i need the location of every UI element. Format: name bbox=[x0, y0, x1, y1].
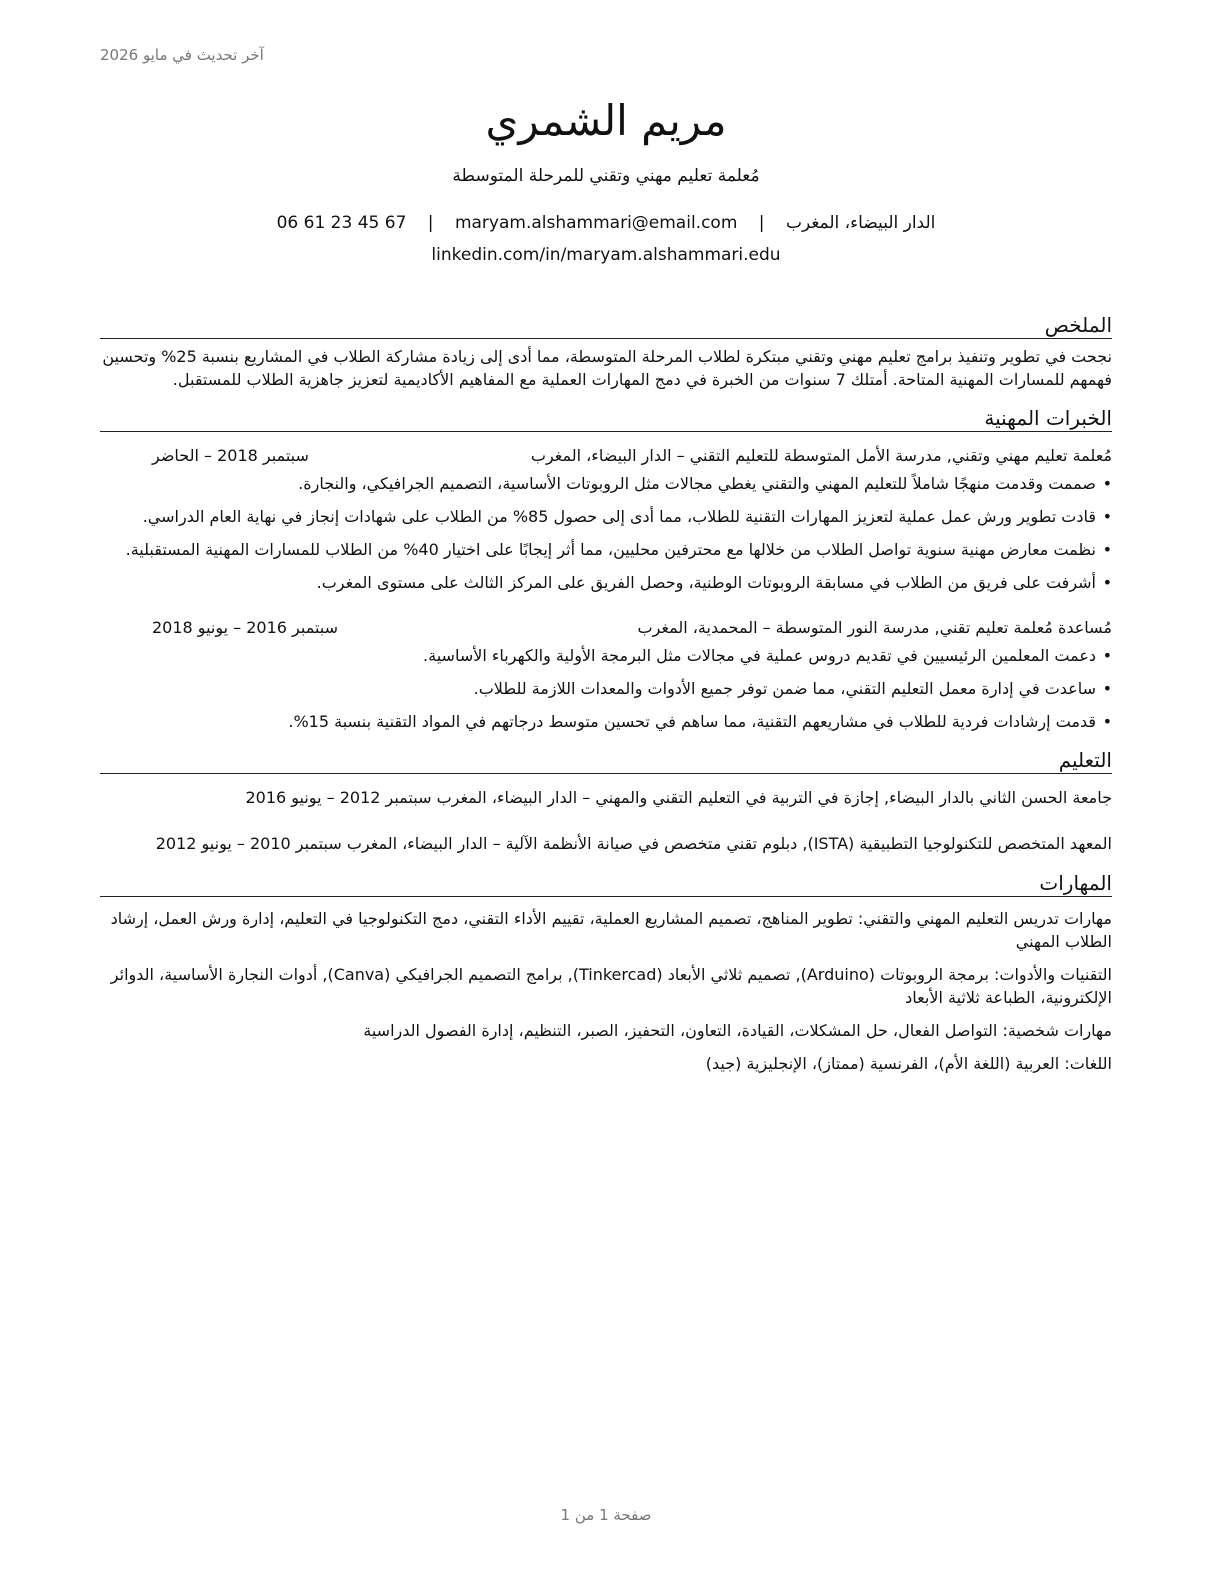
job-bullets bbox=[100, 472, 1112, 594]
job-header bbox=[100, 444, 1112, 468]
job-dates: سبتمبر 2018 – الحاضر bbox=[152, 446, 309, 465]
last-updated-note: آخر تحديث في مايو 2026 bbox=[100, 46, 264, 64]
resume-header bbox=[100, 92, 1112, 268]
education-entry: جامعة الحسن الثاني بالدار البيضاء, إجازة في التربية في التعليم التقني والمهني – الدار البيضاء، المغرب سبتمبر 2012 – يونيو 2016 bbox=[245, 788, 1112, 807]
job-bullet: • قادت تطوير ورش عمل عملية لتعزيز المهارات التقنية للطلاب، مما أدى إلى حصول 85% من الطلاب على شهادات إنجاز في نهاية العام الدراسي. bbox=[100, 505, 1112, 528]
summary-text: نجحت في تطوير وتنفيذ برامج تعليم مهني وتقني مبتكرة لطلاب المرحلة المتوسطة، مما أدى إلى زيادة مشاركة الطلاب في المشاريع بنسبة 25% وتحسين فهمهم للمسارات المهنية المتاحة. أمتلك 7 سنوات من الخبرة في دمج المهارات العملية مع المفاهيم الأكاديمية لتعزيز جاهزية الطلاب للمستقبل. bbox=[102, 347, 1112, 389]
job-bullet: • دعمت المعلمين الرئيسيين في تقديم دروس عملية في مجالات مثل البرمجة الأولية والكهرباء الأساسية. bbox=[100, 644, 1112, 667]
job-bullet: • قدمت إرشادات فردية للطلاب في مشاريعهم التقنية، مما ساهم في تحسين متوسط درجاتهم في المواد التقنية بنسبة 15%. bbox=[100, 710, 1112, 733]
job-bullet: • نظمت معارض مهنية سنوية تواصل الطلاب من خلالها مع محترفين محليين، مما أثر إيجابًا على اختيار 40% من الطلاب للمسارات المهنية المستقبلية. bbox=[100, 538, 1112, 561]
candidate-name: مريم الشمري bbox=[485, 96, 727, 145]
job-entry bbox=[100, 616, 1112, 733]
skill-line: مهارات تدريس التعليم المهني والتقني: تطوير المناهج، تصميم المشاريع العملية، تقييم الأداء التقني، دمج التكنولوجيا في التعليم، إدارة ورش العمل، إرشاد الطلاب المهني bbox=[110, 909, 1112, 951]
candidate-title: مُعلمة تعليم مهني وتقني للمرحلة المتوسطة bbox=[452, 166, 760, 186]
job-entry bbox=[100, 444, 1112, 594]
section-heading-experience: الخبرات المهنية bbox=[100, 405, 1112, 432]
contact-linkedin: linkedin.com/in/maryam.alshammari.edu bbox=[431, 245, 781, 265]
job-dates: سبتمبر 2016 – يونيو 2018 bbox=[152, 618, 339, 637]
experience-section bbox=[100, 405, 1112, 733]
skill-line: اللغات: العربية (اللغة الأم)، الفرنسية (ممتاز)، الإنجليزية (جيد) bbox=[705, 1054, 1112, 1073]
contact-separator: | bbox=[427, 213, 434, 233]
resume-body bbox=[100, 312, 1112, 1089]
page-number: صفحة 1 من 1 bbox=[560, 1506, 652, 1524]
contact-phone: 06 61 23 45 67 bbox=[276, 213, 407, 233]
education-section bbox=[100, 747, 1112, 856]
section-heading-education: التعليم bbox=[100, 747, 1112, 774]
skills-section bbox=[100, 870, 1112, 1075]
job-role: مُساعدة مُعلمة تعليم تقني, مدرسة النور المتوسطة – المحمدية، المغرب bbox=[637, 618, 1112, 637]
skill-line: مهارات شخصية: التواصل الفعال، حل المشكلات، القيادة، التعاون، التحفيز، الصبر، التنظيم، إدارة الفصول الدراسية bbox=[363, 1021, 1112, 1040]
section-heading-skills: المهارات bbox=[100, 870, 1112, 897]
contact-separator: | bbox=[758, 213, 765, 233]
resume-page bbox=[100, 0, 1112, 1584]
summary-section bbox=[100, 312, 1112, 391]
contact-line bbox=[100, 210, 1112, 236]
job-role: مُعلمة تعليم مهني وتقني, مدرسة الأمل المتوسطة للتعليم التقني – الدار البيضاء، المغرب bbox=[530, 446, 1112, 465]
job-bullet: • صممت وقدمت منهجًا شاملاً للتعليم المهني والتقني يغطي مجالات مثل الروبوتات الأساسية، التصميم الجرافيكي، والنجارة. bbox=[100, 472, 1112, 495]
section-heading-summary: الملخص bbox=[100, 312, 1112, 339]
contact-location: الدار البيضاء، المغرب bbox=[785, 213, 936, 233]
job-bullets bbox=[100, 644, 1112, 733]
contact-email: maryam.alshammari@email.com bbox=[454, 213, 738, 233]
job-bullet: • أشرفت على فريق من الطلاب في مسابقة الروبوتات الوطنية، وحصل الفريق على المركز الثالث على مستوى المغرب. bbox=[100, 571, 1112, 594]
skill-line: التقنيات والأدوات: برمجة الروبوتات (Arduino), تصميم ثلاثي الأبعاد (Tinkercad), برامج التصميم الجرافيكي (Canva), أدوات النجارة الأساسية، الدوائر الإلكترونية، الطباعة ثلاثية الأبعاد bbox=[110, 965, 1112, 1007]
job-bullet: • ساعدت في إدارة معمل التعليم التقني، مما ضمن توفر جميع الأدوات والمعدات اللازمة للطلاب. bbox=[100, 677, 1112, 700]
education-entry: المعهد المتخصص للتكنولوجيا التطبيقية (ISTA), دبلوم تقني متخصص في صيانة الأنظمة الآلية – الدار البيضاء، المغرب سبتمبر 2010 – يونيو 2012 bbox=[155, 834, 1112, 853]
job-header bbox=[100, 616, 1112, 640]
